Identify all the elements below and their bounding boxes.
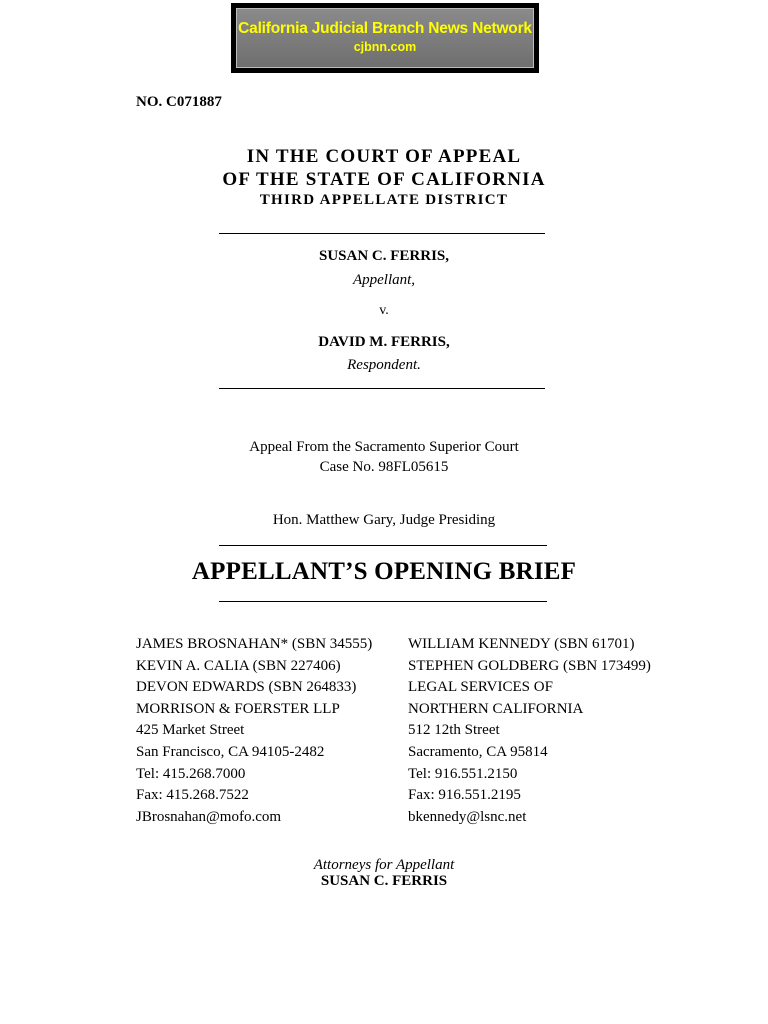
banner-url[interactable]: cjbnn.com [353,40,417,54]
counsel-line: 512 12th Street [408,722,500,739]
divider-rule [219,601,547,602]
respondent-role: Respondent. [347,357,421,373]
counsel-line: Tel: 916.551.2150 [408,765,518,782]
counsel-line: LEGAL SERVICES OF [408,679,553,696]
counsel-email-link[interactable]: bkennedy@lsnc.net [408,808,527,825]
presiding-judge: Hon. Matthew Gary, Judge Presiding [272,512,496,528]
case-number: NO. C071887 [136,94,222,110]
counsel-line: KEVIN A. CALIA (SBN 227406) [136,657,341,674]
brief-title: APPELLANT’S OPENING BRIEF [191,558,577,585]
news-network-banner[interactable] [231,3,539,73]
counsel-line: MORRISON & FOERSTER LLP [136,700,340,717]
banner-title: California Judicial Branch News Network [238,20,532,37]
attorneys-for-label: Attorneys for Appellant [313,857,455,873]
counsel-line: 425 Market Street [136,722,245,739]
respondent-name: DAVID M. FERRIS, [318,334,450,350]
superior-court-case-number: Case No. 98FL05615 [319,459,449,475]
counsel-line: Fax: 916.551.2195 [408,787,521,804]
counsel-line: WILLIAM KENNEDY (SBN 61701) [408,636,635,652]
counsel-line: NORTHERN CALIFORNIA [408,700,584,717]
divider-rule [219,545,547,546]
counsel-line: San Francisco, CA 94105-2482 [136,743,325,760]
counsel-line: JAMES BROSNAHAN* (SBN 34555) [136,636,373,652]
divider-rule [219,233,545,234]
banner-panel [236,8,534,68]
counsel-left-column [136,634,372,828]
court-district: THIRD APPELLATE DISTRICT [259,192,509,208]
court-name-line-1: IN THE COURT OF APPEAL [246,146,522,167]
counsel-line: Tel: 415.268.7000 [136,765,246,782]
court-name-line-2: OF THE STATE OF CALIFORNIA [222,169,546,190]
counsel-email-link[interactable]: JBrosnahan@mofo.com [136,808,282,825]
counsel-line: STEPHEN GOLDBERG (SBN 173499) [408,657,651,674]
attorneys-for-client: SUSAN C. FERRIS [320,873,448,889]
appeal-from: Appeal From the Sacramento Superior Court [249,439,519,455]
appellant-name: SUSAN C. FERRIS, [318,248,450,264]
counsel-line: Sacramento, CA 95814 [408,743,548,760]
divider-rule [219,388,545,389]
counsel-line: DEVON EDWARDS (SBN 264833) [136,679,357,696]
counsel-line: Fax: 415.268.7522 [136,787,249,804]
counsel-right-column [408,634,651,828]
versus-label: v. [379,303,389,318]
appellant-role: Appellant, [352,272,416,288]
